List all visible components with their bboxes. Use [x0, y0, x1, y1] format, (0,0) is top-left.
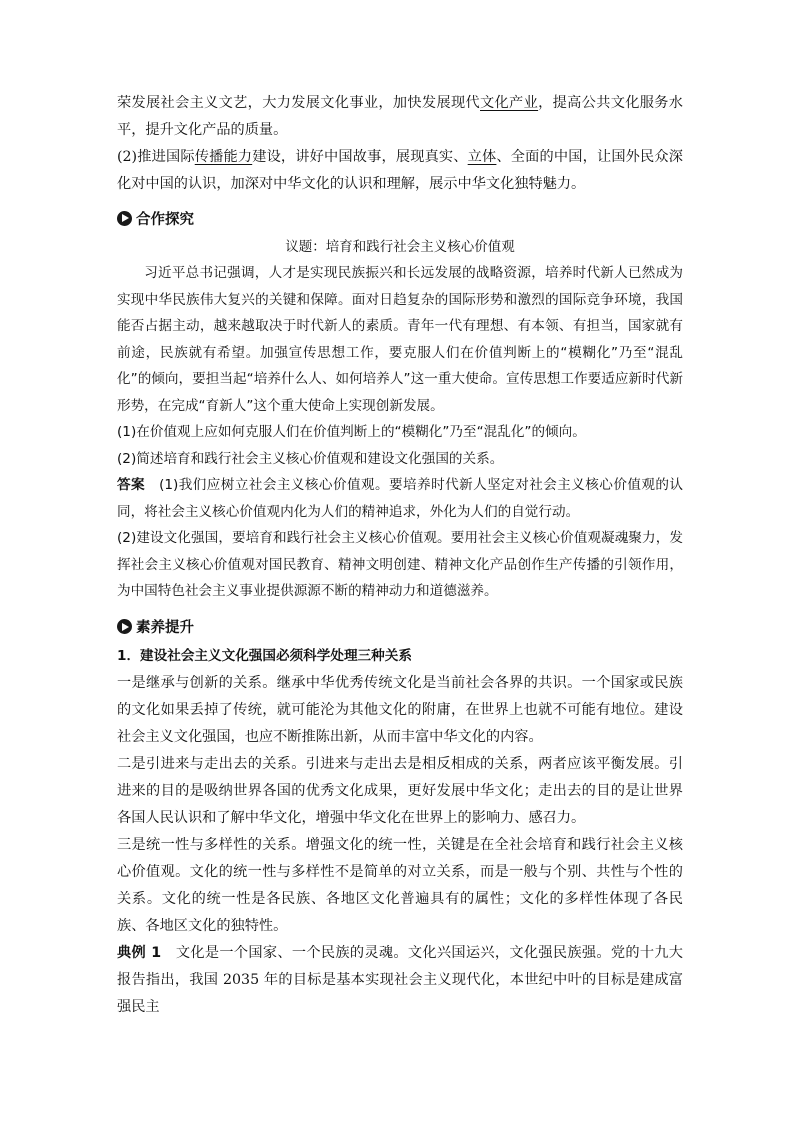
question-1: (1)在价值观上应如何克服人们在价值判断上的“模糊化”乃至“混乱化”的倾向。: [117, 424, 586, 440]
answer-2: (2)建设文化强国，要培育和践行社会主义核心价值观。要用社会主义核心价值观凝魂聚力，发挥社会主义核心价值观对国民教育、精神文明创建、精神文化产品创作生产传播的引领作用，为中国特色社会主义事业提供源源不断的精神动力和道德滋养。: [117, 530, 683, 599]
intro-text: 建设，讲好中国故事，展现真实、: [252, 149, 468, 165]
section-title: 素养提升: [136, 620, 194, 636]
intro-paragraph-2: [117, 144, 683, 198]
play-circle-icon: [117, 619, 132, 634]
relation-2: 二是引进来与走出去的关系。引进来与走出去是相反相成的关系，两者应该平衡发展。引进来的目的是吸纳世界各国的优秀文化成果，更好发展中华文化；走出去的目的是让世界各国人民认识和了解中华文化，增强中华文化在世界上的影响力、感召力。: [117, 755, 683, 826]
intro-text: (2)推进国际: [117, 149, 195, 165]
intro-paragraph-1: [117, 90, 683, 144]
answer-label: 答案: [117, 477, 146, 493]
intro-text: 荣发展社会主义文艺，大力发展文化事业，加快发展现代: [117, 95, 481, 111]
relation-3: 三是统一性与多样性的关系。增强文化的统一性，关键是在全社会培育和践行社会主义核心价值观。文化的统一性与多样性不是简单的对立关系，而是一般与个别、共性与个性的关系。文化的统一性是各民族、各地区文化普遍具有的属性；文化的多样性体现了各民族、各地区文化的独特性。: [117, 836, 683, 934]
subheading: 1．建设社会主义文化强国必须科学处理三种关系: [117, 647, 412, 664]
section-heading-literacy-improvement: [117, 613, 683, 641]
underlined-term: 文化产业: [480, 95, 539, 111]
example-1: [117, 940, 683, 1021]
play-circle-icon: [117, 211, 132, 226]
answer-1: [117, 472, 683, 525]
relation-1: 一是继承与创新的关系。继承中华优秀传统文化是当前社会各界的共识。一个国家或民族的文化如果丢掉了传统，就可能沦为其他文化的附庸，在世界上也就不可能有地位。建设社会主义文化强国，也应不断推陈出新，从而丰富中华文化的内容。: [117, 674, 683, 745]
intro-text: 、全面的中国，让国外民众深化对中国的认识，加深对中华文化的认识和理解，展示中华文化独特魅力。: [117, 149, 683, 192]
section-heading-cooperative-inquiry: [117, 204, 683, 232]
question-2: (2)简述培育和践行社会主义核心价值观和建设文化强国的关系。: [117, 450, 504, 467]
answer-text: (1)我们应树立社会主义核心价值观。要培养时代新人坚定对社会主义核心价值观的认同，将社会主义核心价值观内化为人们的精神追求，外化为人们的自觉行动。: [117, 477, 683, 520]
material-paragraph: 习近平总书记强调，人才是实现民族振兴和长远发展的战略资源，培养时代新人已然成为实现中华民族伟大复兴的关键和保障。面对日趋复杂的国际形势和激烈的国际竞争环境，我国能否占据主动，越来越取决于时代新人的素质。青年一代有理想、有本领、有担当，国家就有前途，民族就有希望。加强宣传思想工作，要克服人们在价值判断上的“模糊化”乃至“混乱化”的倾向，要担当起“培养什么人、如何培养人”这一重大使命。宣传思想工作要适应新时代新形势，在完成“育新人”这个重大使命上实现创新发展。: [117, 265, 683, 414]
document-page: [117, 90, 683, 1021]
example-text: 文化是一个国家、一个民族的灵魂。文化兴国运兴，文化强民族强。党的十九大报告指出，我国 2035 年的目标是基本实现社会主义现代化，本世纪中叶的目标是建成富强民主: [117, 944, 683, 1015]
section-title: 合作探究: [136, 211, 194, 228]
underlined-term: 传播能力: [194, 149, 253, 165]
underlined-term: 立体: [467, 149, 497, 165]
example-label: 典例 1: [117, 944, 162, 961]
topic-title: 议题：培育和践行社会主义核心价值观: [285, 239, 515, 255]
intro-text: ，提高公共文化服务水平，提升文化产品的质量。: [117, 95, 683, 138]
